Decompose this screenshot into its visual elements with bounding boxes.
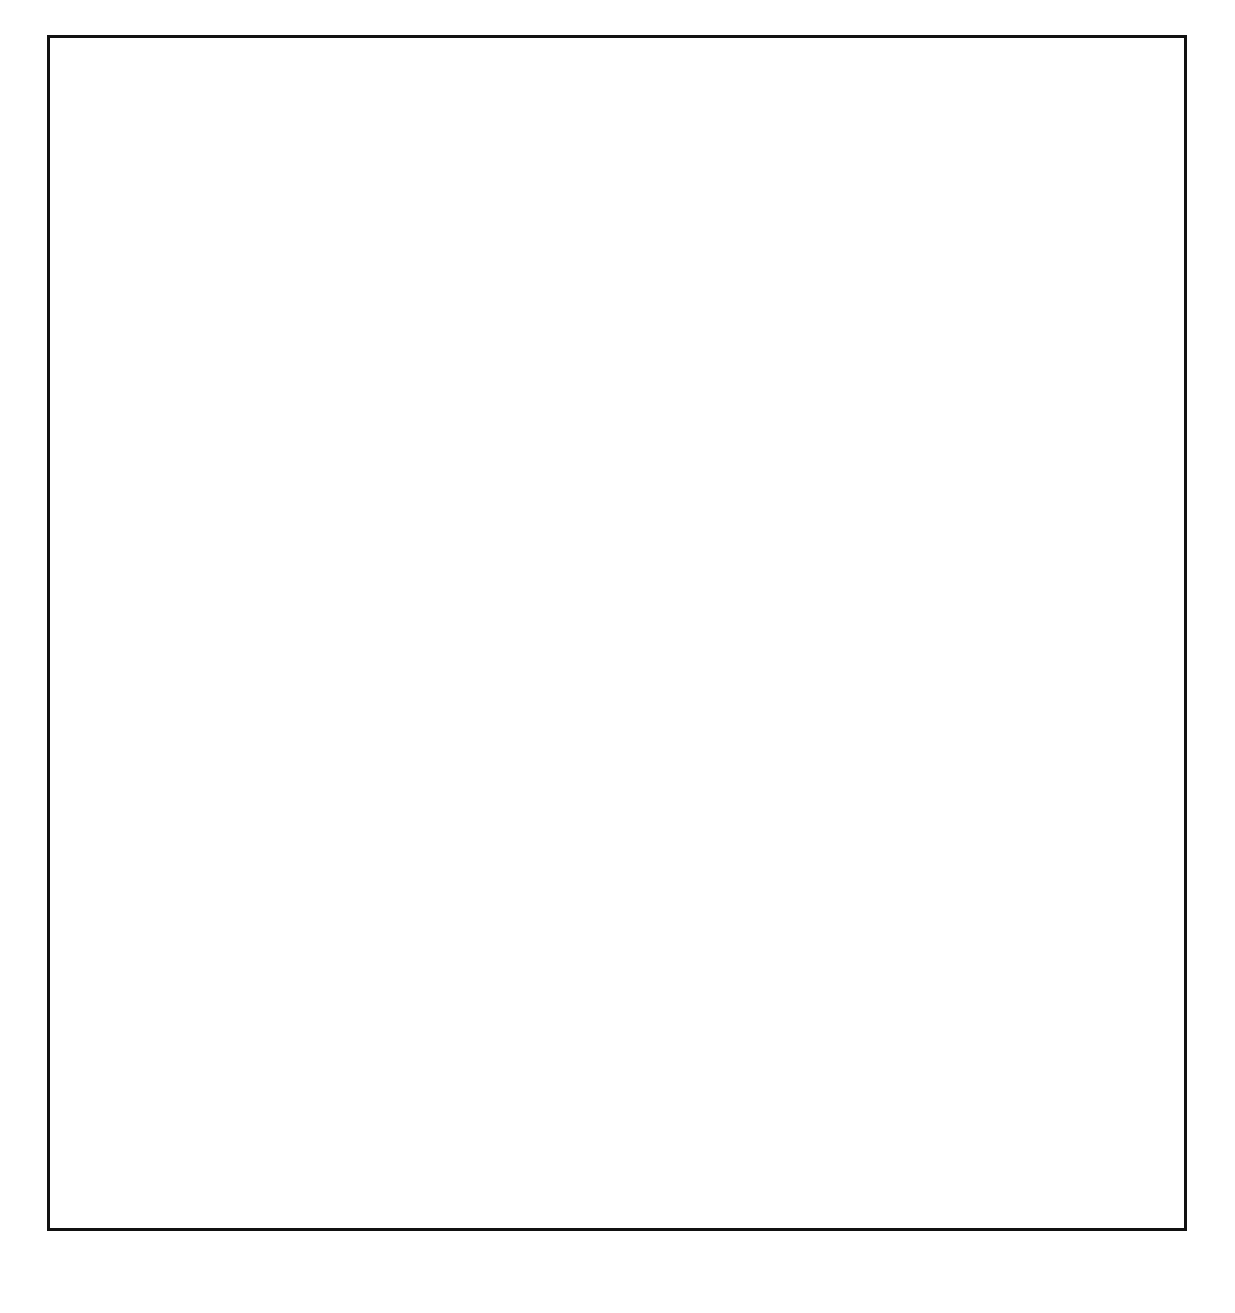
notes-col-1	[68, 916, 423, 938]
notes-col-3	[822, 916, 1172, 944]
notes-col-2	[446, 916, 796, 930]
timetable-frame	[47, 35, 1187, 1231]
